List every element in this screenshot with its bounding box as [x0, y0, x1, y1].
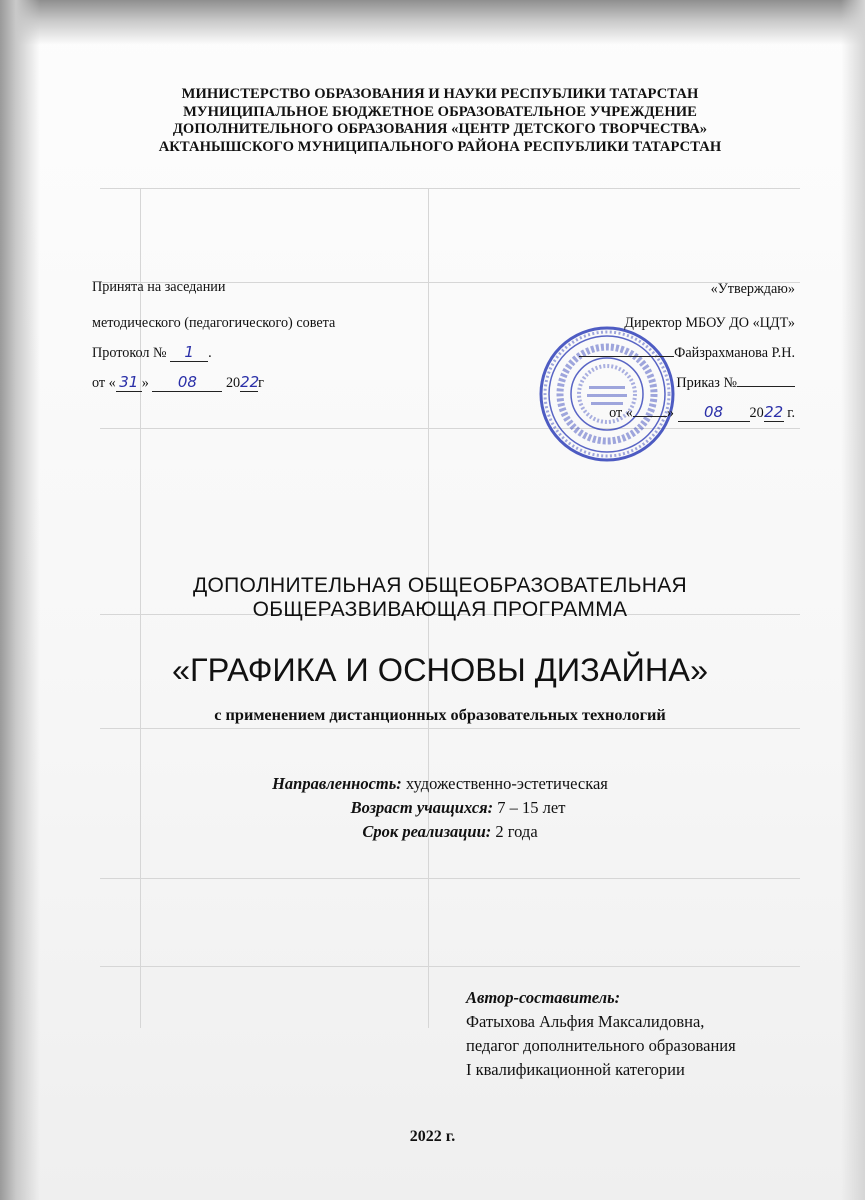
date-prefix: от « [609, 405, 633, 421]
order-line [579, 371, 795, 395]
accepted-line2: методического (педагогического) совета [92, 315, 336, 331]
date-day-field [116, 374, 142, 392]
accepted-date-line [92, 371, 335, 395]
accepted-block [92, 275, 335, 395]
signature-field [579, 356, 674, 357]
title-line1: ДОПОЛНИТЕЛЬНАЯ ОБЩЕОБРАЗОВАТЕЛЬНАЯ [192, 574, 688, 597]
header-line: МУНИЦИПАЛЬНОЕ БЮДЖЕТНОЕ ОБРАЗОВАТЕЛЬНОЕ УЧРЕЖДЕНИЕ [183, 103, 697, 120]
approve-date-line [579, 401, 795, 425]
term-label: Срок реализации: [362, 822, 492, 841]
age-value: 7 – 15 лет [493, 798, 566, 817]
header-line: МИНИСТЕРСТВО ОБРАЗОВАНИЯ И НАУКИ РЕСПУБЛИКИ ТАТАРСТАН [181, 86, 699, 102]
date-year-prefix: 20 [749, 405, 764, 421]
date-end: г. [783, 405, 795, 421]
show-through-line [100, 878, 800, 879]
scan-left-shadow [0, 0, 40, 1200]
author-category: I квалификационной категории [466, 1060, 685, 1079]
show-through-line [100, 966, 800, 967]
program-subtitle: с применением дистанционных образовательных технологий [214, 705, 666, 724]
protocol-number-field [170, 344, 208, 362]
date-month-field [152, 374, 222, 392]
protocol-line [92, 341, 335, 365]
direction-line [60, 772, 820, 796]
order-label: Приказ № [676, 375, 737, 391]
author-label: Автор-составитель: [466, 988, 621, 1007]
date-prefix: от « [92, 375, 116, 391]
title-line2: ОБЩЕРАЗВИВАЮЩАЯ ПРОГРАММА [252, 598, 628, 621]
direction-value: художественно-эстетическая [401, 774, 608, 793]
accepted-line1: Принята на заседании [92, 279, 226, 295]
direction-label: Направленность: [272, 774, 402, 793]
date-year-field [764, 404, 784, 422]
show-through-line [100, 728, 800, 729]
date-year-field [240, 374, 258, 392]
date-month-field [678, 404, 750, 422]
date-month: 08 [177, 373, 197, 391]
date-mid: » [141, 375, 149, 391]
program-name-title: «ГРАФИКА И ОСНОВЫ ДИЗАЙНА» [171, 652, 709, 688]
show-through-line [100, 188, 800, 189]
approve-line1: «Утверждаю» [710, 281, 795, 297]
scan-right-edge [841, 0, 865, 1200]
protocol-label: Протокол № [92, 345, 167, 361]
age-label: Возраст учащихся: [350, 798, 494, 817]
date-year-suffix: 22 [764, 403, 784, 421]
date-year-suffix: 22 [240, 373, 260, 391]
author-position: педагог дополнительного образования [466, 1036, 736, 1055]
director-name: Файзрахманова Р.Н. [674, 345, 795, 361]
term-line [60, 820, 820, 844]
author-name: Фатыхова Альфия Максалидовна, [466, 1012, 705, 1031]
approve-block [579, 277, 795, 425]
date-day: 31 [119, 373, 139, 391]
program-meta [60, 772, 820, 844]
date-mid: » [666, 405, 674, 421]
approve-line2: Директор МБОУ ДО «ЦДТ» [624, 315, 795, 331]
age-line [60, 796, 820, 820]
term-value: 2 года [491, 822, 538, 841]
director-name-line [579, 341, 795, 365]
date-year-prefix: 20 [225, 375, 241, 391]
date-month: 08 [703, 403, 724, 421]
institution-header [60, 86, 820, 156]
order-number-field [737, 386, 795, 387]
date-day-field [633, 416, 667, 417]
author-block [466, 986, 736, 1082]
header-line: АКТАНЫШСКОГО МУНИЦИПАЛЬНОГО РАЙОНА РЕСПУБЛИКИ ТАТАРСТАН [158, 138, 722, 155]
protocol-end: . [208, 345, 212, 361]
document-year: 2022 г. [409, 1128, 456, 1145]
header-line: ДОПОЛНИТЕЛЬНОГО ОБРАЗОВАНИЯ «ЦЕНТР ДЕТСКОГО ТВОРЧЕСТВА» [172, 121, 708, 137]
protocol-number: 1 [184, 343, 194, 361]
scan-top-shadow [0, 0, 865, 45]
program-type-title [60, 574, 820, 622]
date-end: г [258, 375, 264, 391]
show-through-line [100, 428, 800, 429]
